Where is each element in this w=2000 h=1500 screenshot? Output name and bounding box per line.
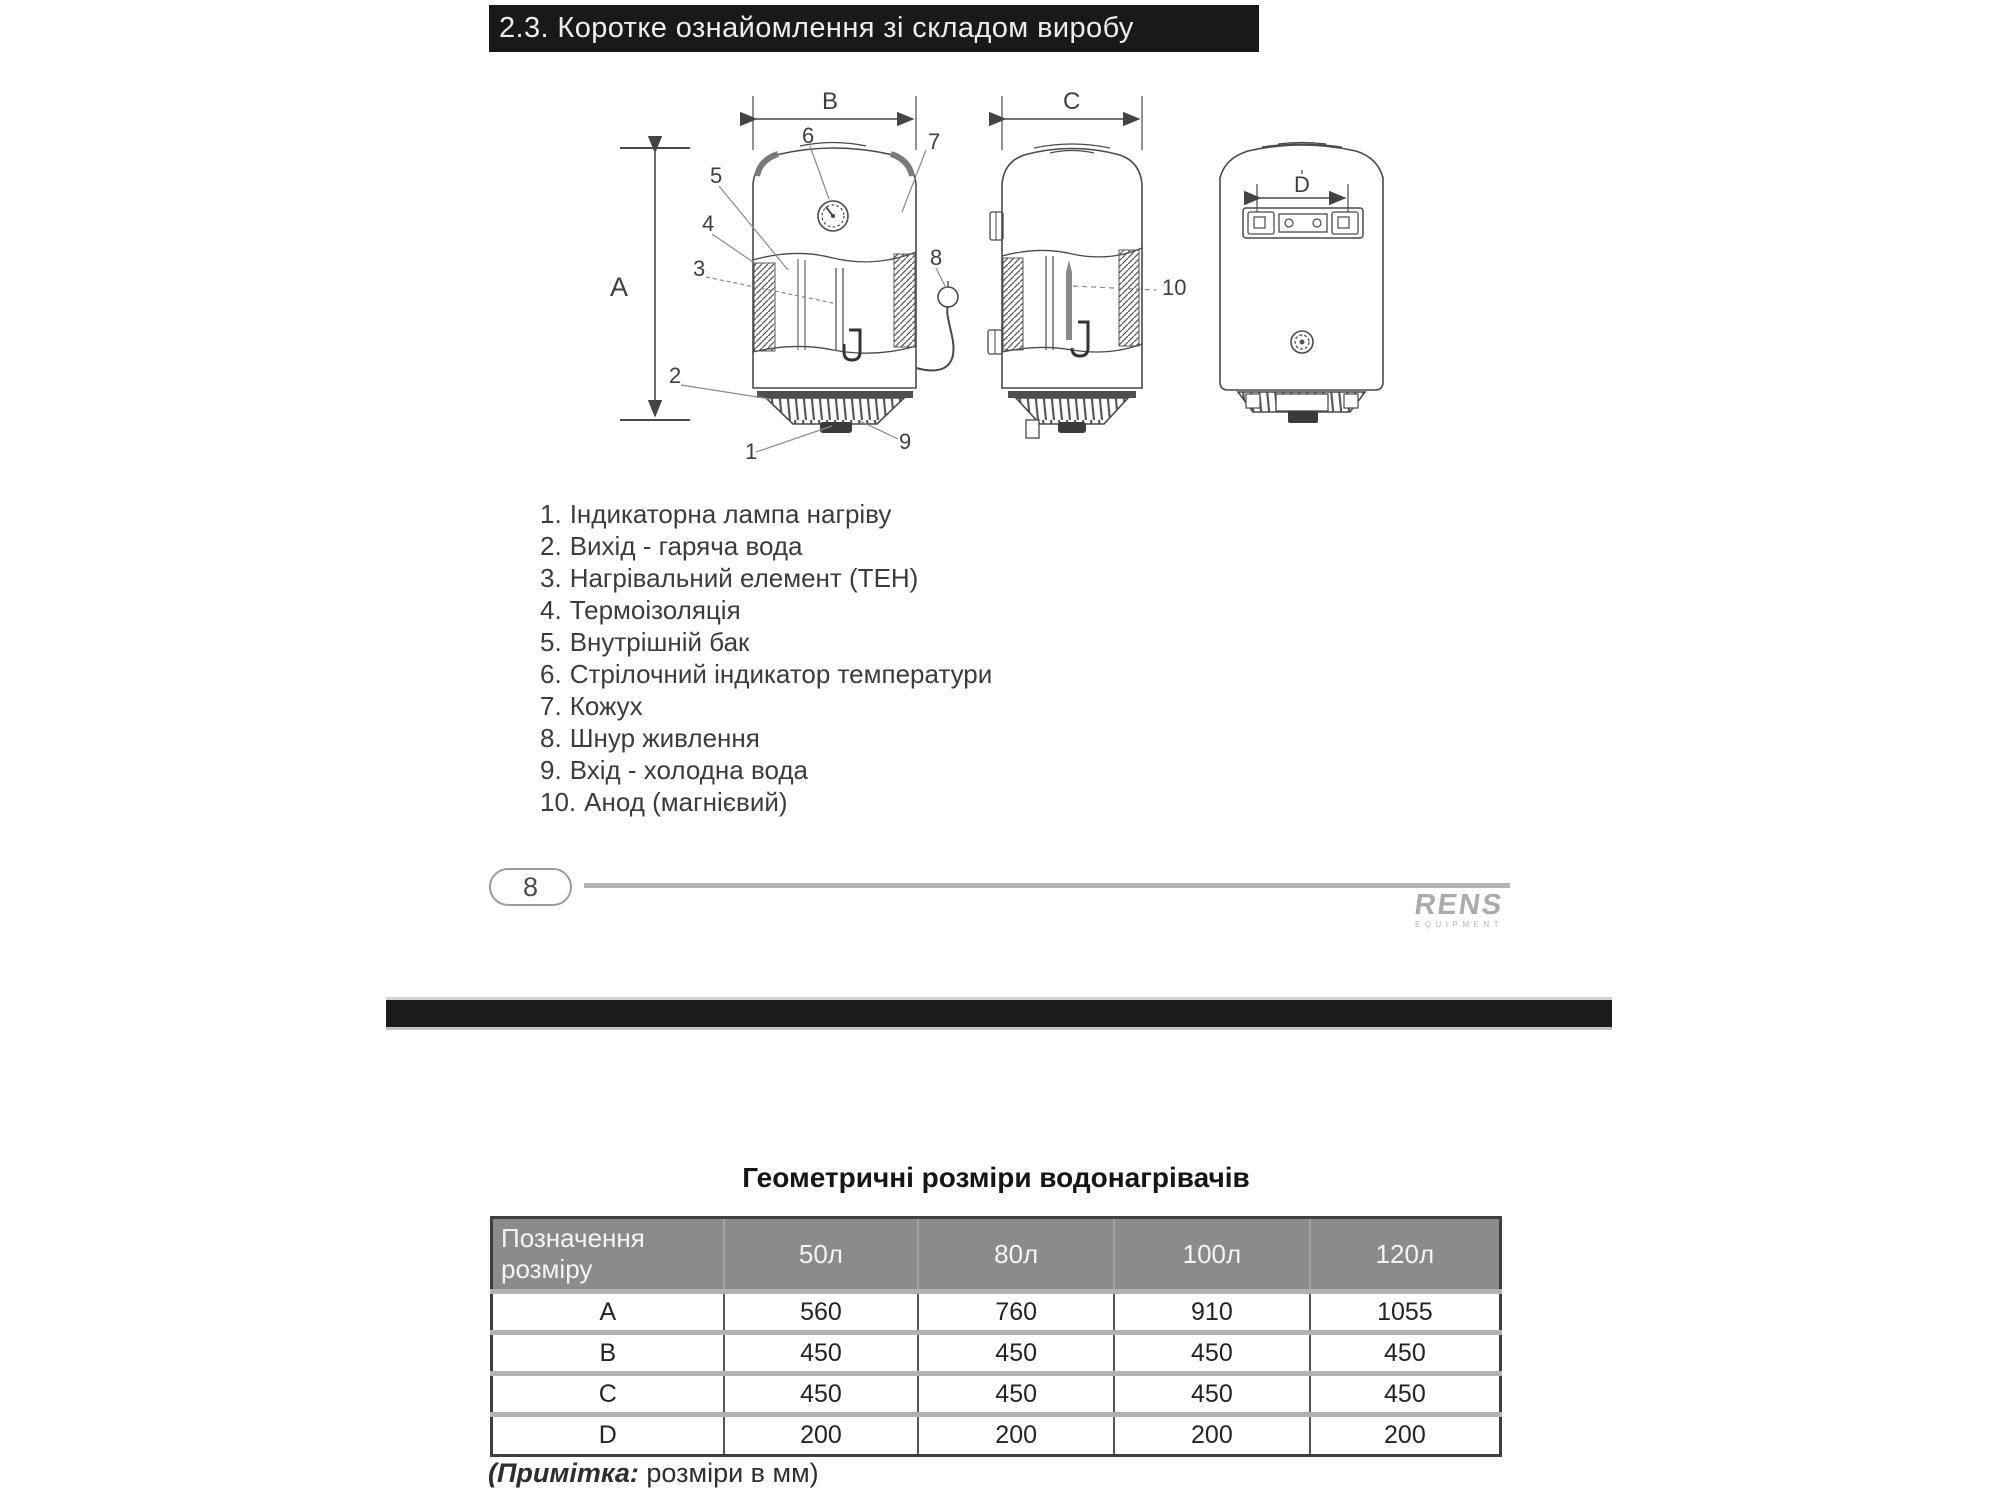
dim-label-A: A — [610, 272, 629, 302]
row-label: A — [492, 1292, 724, 1333]
parts-list-item: 3. Нагрівальний елемент (ТЕН) — [540, 563, 919, 593]
table-cell: 450 — [1310, 1374, 1501, 1415]
page-number-badge: 8 — [489, 868, 572, 906]
section-title: 2.3. Коротке ознайомлення зі складом виробу — [489, 5, 1259, 52]
table-cell: 450 — [724, 1374, 919, 1415]
parts-list — [540, 498, 992, 818]
page-divider-bar — [386, 997, 1612, 1030]
table-header-row — [492, 1218, 1501, 1292]
table-cell: 450 — [1114, 1374, 1310, 1415]
table-note-text: розміри в мм) — [638, 1458, 819, 1488]
row-label: C — [492, 1374, 724, 1415]
parts-list-item: 1. Індикаторна лампа нагріву — [540, 499, 892, 529]
dim-label-D: D — [1294, 172, 1310, 197]
callout-3: 3 — [693, 256, 706, 281]
table-row — [492, 1333, 1501, 1374]
table-cell: 200 — [1310, 1415, 1501, 1456]
table-header-cell: 100л — [1114, 1218, 1310, 1292]
dimensions-table — [490, 1216, 1502, 1457]
table-cell: 910 — [1114, 1292, 1310, 1333]
callout-7: 7 — [928, 129, 941, 154]
table-cell: 760 — [918, 1292, 1114, 1333]
parts-list-item: 5. Внутрішній бак — [540, 627, 750, 657]
anode-plug-icon — [1291, 331, 1313, 353]
row-label: D — [492, 1415, 724, 1456]
table-row — [492, 1374, 1501, 1415]
brand-logo — [1404, 889, 1514, 929]
table-row — [492, 1292, 1501, 1333]
parts-list-item: 6. Стрілочний індикатор температури — [540, 659, 993, 689]
parts-list-item: 2. Вихід - гаряча вода — [540, 531, 803, 561]
callout-9: 9 — [899, 429, 912, 454]
table-note — [488, 1458, 819, 1489]
dim-label-C: C — [1063, 88, 1081, 115]
callout-5: 5 — [710, 163, 723, 188]
table-cell: 450 — [918, 1374, 1114, 1415]
parts-list-item: 9. Вхід - холодна вода — [540, 755, 808, 785]
side-view — [988, 96, 1142, 438]
brand-logo-text: RENS — [1412, 889, 1506, 921]
table-cell: 450 — [1310, 1333, 1501, 1374]
callout-2: 2 — [669, 363, 682, 388]
table-note-prefix: (Примітка: — [488, 1458, 639, 1488]
table-cell: 1055 — [1310, 1292, 1501, 1333]
parts-list-item: 10. Анод (магнієвий) — [540, 787, 788, 817]
table-cell: 200 — [724, 1415, 919, 1456]
callout-1: 1 — [745, 439, 758, 464]
table-header-cell: 120л — [1310, 1218, 1501, 1292]
water-heater-diagram — [555, 75, 1465, 480]
table-header-cell: 50л — [724, 1218, 919, 1292]
parts-list-item: 8. Шнур живлення — [540, 723, 760, 753]
table-cell: 200 — [918, 1415, 1114, 1456]
table-cell: 450 — [1114, 1333, 1310, 1374]
callout-6: 6 — [802, 123, 815, 148]
table-cell: 200 — [1114, 1415, 1310, 1456]
row-label: B — [492, 1333, 724, 1374]
table-cell: 450 — [918, 1333, 1114, 1374]
parts-list-item: 7. Кожух — [540, 691, 643, 721]
callout-4: 4 — [702, 211, 715, 236]
table-header-cell: Позначення розміру — [492, 1218, 724, 1292]
footer-rule — [584, 883, 1510, 888]
callout-8: 8 — [930, 245, 943, 270]
table-row — [492, 1415, 1501, 1456]
table-cell: 450 — [724, 1333, 919, 1374]
brand-logo-subtext: EQUIPMENT — [1414, 920, 1504, 929]
dim-label-B: B — [822, 88, 839, 115]
parts-list-item: 4. Термоізоляція — [540, 595, 741, 625]
power-cord — [916, 281, 958, 370]
temperature-gauge-icon — [818, 201, 848, 231]
table-cell: 560 — [724, 1292, 919, 1333]
table-header-cell: 80л — [918, 1218, 1114, 1292]
table-title: Геометричні розміри водонагрівачів — [742, 1162, 1250, 1193]
callout-10: 10 — [1162, 275, 1187, 300]
